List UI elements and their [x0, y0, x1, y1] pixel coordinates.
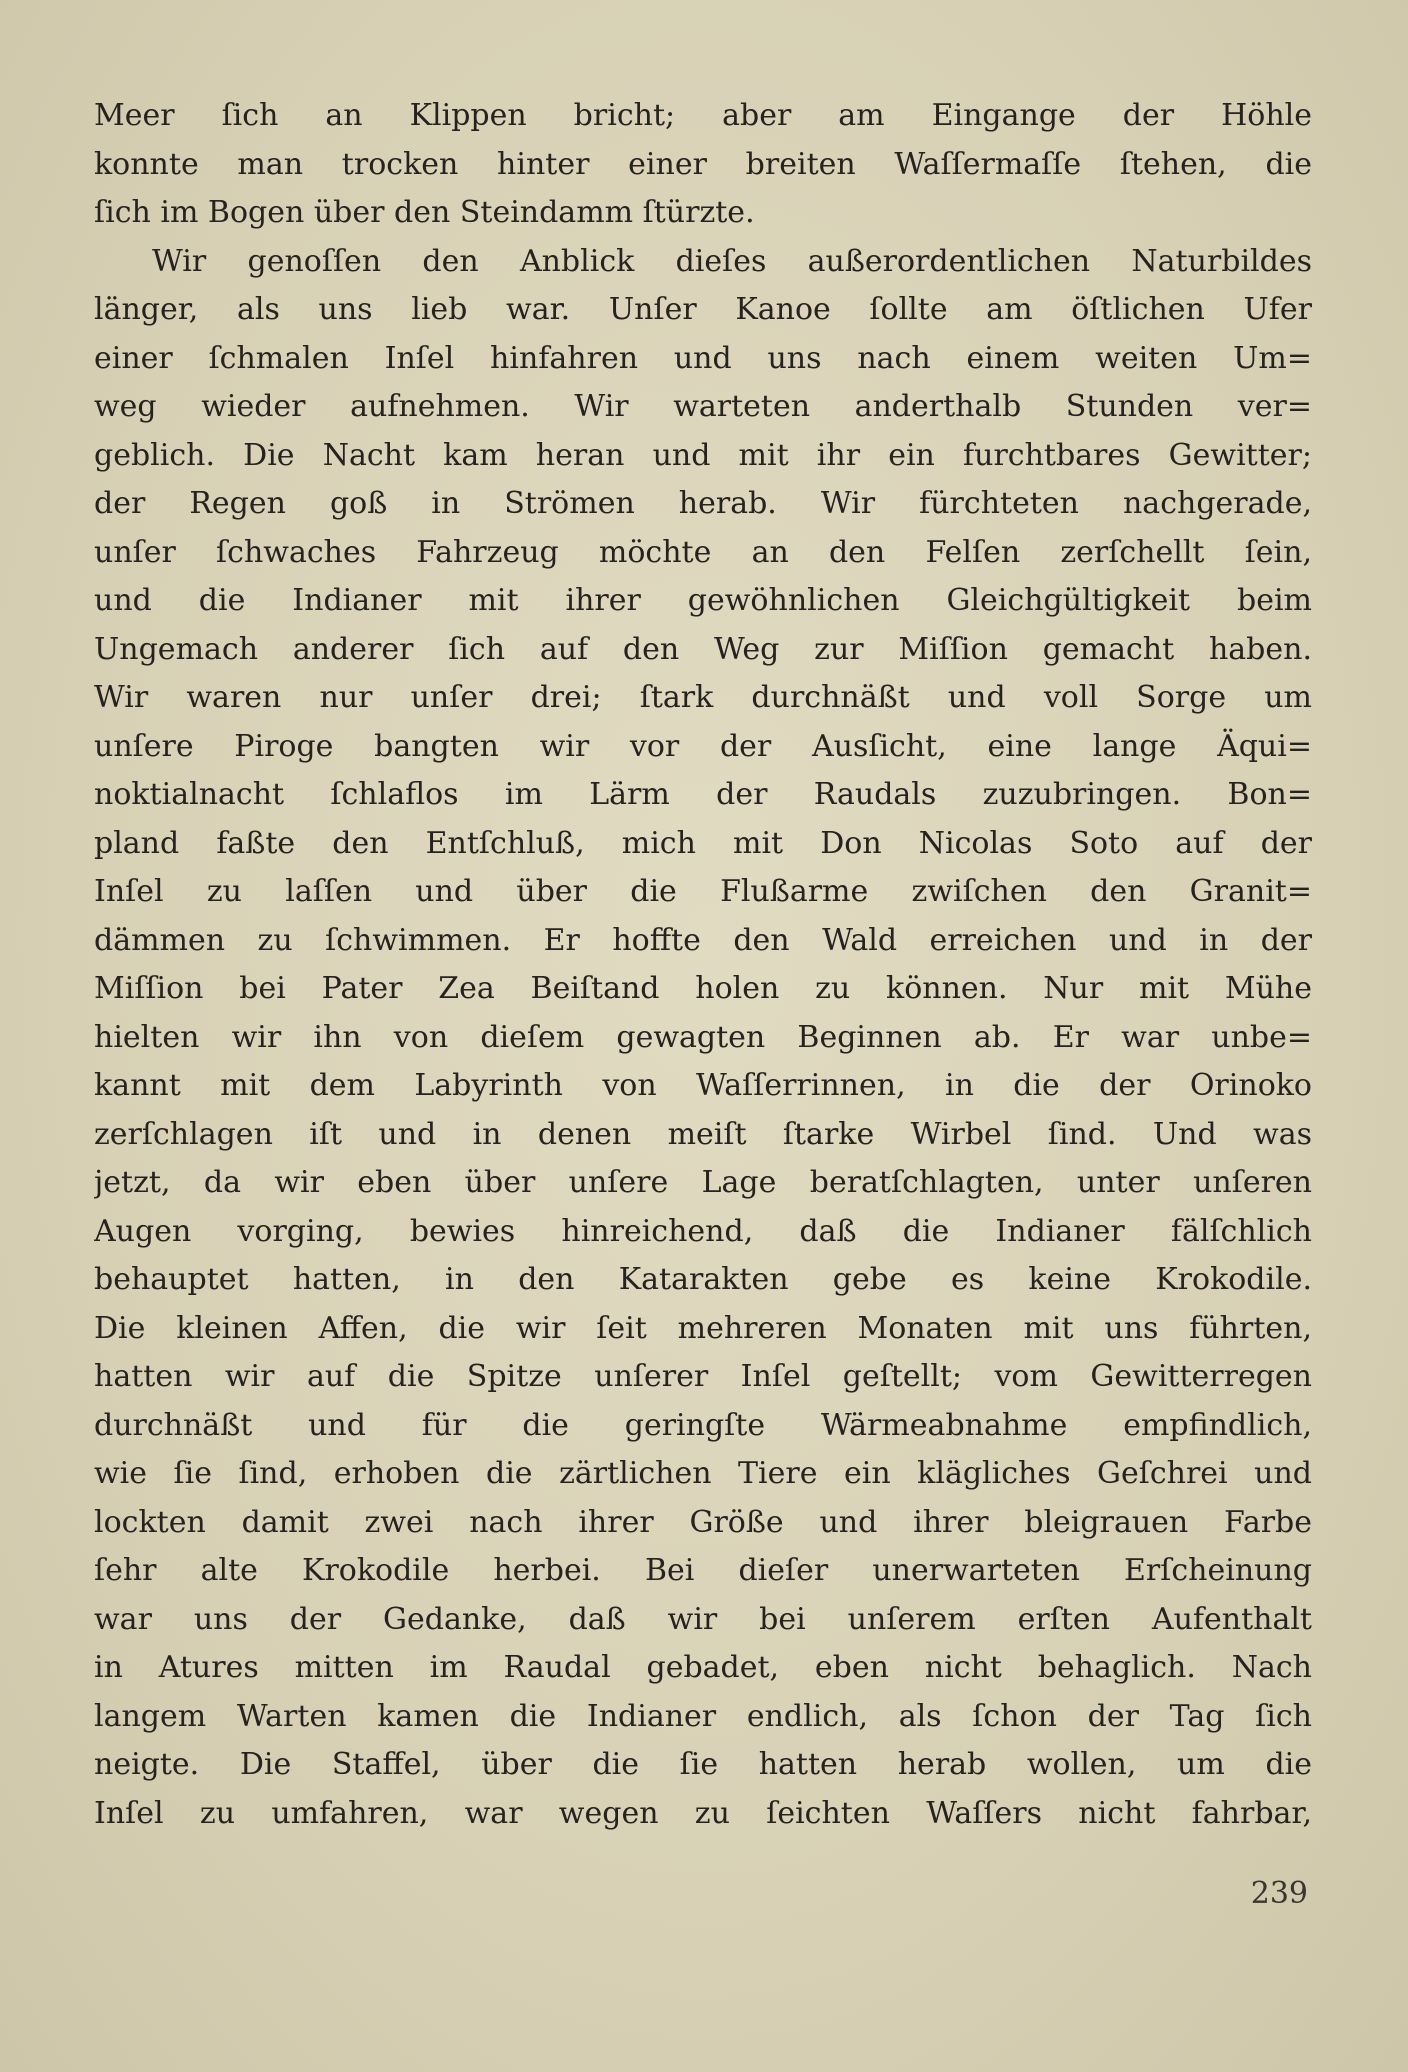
text-line: Inſel zu laſſen und über die Flußarme zwiſchen den Granit= — [94, 874, 1312, 909]
text-line: wie ſie ſind, erhoben die zärtlichen Tiere ein klägliches Geſchrei und — [94, 1456, 1312, 1491]
text-line: Wir genoſſen den Anblick dieſes außerordentlichen Naturbildes — [152, 243, 1312, 279]
text-line: der Regen goß in Strömen herab. Wir fürchteten nachgerade, — [94, 486, 1312, 521]
text-line: jetzt, da wir eben über unſere Lage beratſchlagten, unter unſeren — [94, 1165, 1312, 1200]
text-line: pland faßte den Entſchluß, mich mit Don Nicolas Soto auf der — [94, 825, 1312, 861]
text-line: Miſſion bei Pater Zea Beiſtand holen zu können. Nur mit Mühe — [94, 971, 1312, 1006]
text-line: Augen vorging, bewies hinreichend, daß die Indianer fälſchlich — [94, 1213, 1312, 1249]
text-line: und die Indianer mit ihrer gewöhnlichen Gleichgültigkeit beim — [94, 583, 1312, 618]
text-line: konnte man trocken hinter einer breiten Waſſermaſſe ſtehen, die — [94, 146, 1312, 182]
text-line: noktialnacht ſchlaflos im Lärm der Raudals zuzubringen. Bon= — [94, 777, 1312, 812]
text-line: unſere Piroge bangten wir vor der Ausſicht, eine lange Äqui= — [94, 728, 1312, 764]
text-line: lockten damit zwei nach ihrer Größe und ihrer bleigrauen Farbe — [94, 1504, 1312, 1540]
text-line: länger, als uns lieb war. Unſer Kanoe ſollte am öſtlichen Ufer — [94, 292, 1312, 327]
text-line: weg wieder aufnehmen. Wir warteten anderthalb Stunden ver= — [94, 389, 1312, 424]
text-line: hielten wir ihn von dieſem gewagten Beginnen ab. Er war unbe= — [94, 1019, 1312, 1055]
text-line: kannt mit dem Labyrinth von Waſſerrinnen, in die der Orinoko — [94, 1068, 1312, 1103]
text-line: ſich im Bogen über den Steindamm ſtürzte. — [94, 195, 755, 230]
text-line: Die kleinen Affen, die wir ſeit mehreren Monaten mit uns führten, — [94, 1310, 1312, 1346]
text-line: Ungemach anderer ſich auf den Weg zur Miſſion gemacht haben. — [94, 631, 1312, 667]
body-text — [94, 92, 1312, 1838]
text-line: hatten wir auf die Spitze unſerer Inſel geſtellt; vom Gewitterregen — [94, 1359, 1312, 1394]
text-line: zerſchlagen iſt und in denen meiſt ſtarke Wirbel ſind. Und was — [94, 1116, 1312, 1152]
text-line: Wir waren nur unſer drei; ſtark durchnäßt und voll Sorge um — [94, 680, 1312, 715]
text-line: Meer ſich an Klippen bricht; aber am Eingange der Höhle — [94, 98, 1312, 133]
text-line: ſehr alte Krokodile herbei. Bei dieſer unerwarteten Erſcheinung — [94, 1553, 1312, 1588]
text-line: Inſel zu umfahren, war wegen zu ſeichten Waſſers nicht fahrbar, — [94, 1795, 1312, 1831]
text-line: in Atures mitten im Raudal gebadet, eben nicht behaglich. Nach — [94, 1650, 1312, 1685]
text-line: einer ſchmalen Inſel hinfahren und uns nach einem weiten Um= — [94, 340, 1312, 376]
text-line: langem Warten kamen die Indianer endlich, als ſchon der Tag ſich — [94, 1698, 1312, 1734]
text-line: dämmen zu ſchwimmen. Er hoffte den Wald erreichen und in der — [94, 922, 1312, 958]
text-line: neigte. Die Staffel, über die ſie hatten herab wollen, um die — [94, 1747, 1312, 1782]
text-line: durchnäßt und für die geringſte Wärmeabnahme empfindlich, — [94, 1407, 1312, 1443]
text-line: behauptet hatten, in den Katarakten gebe es keine Krokodile. — [94, 1262, 1312, 1297]
page-number: 239 — [1250, 1876, 1308, 1911]
text-line: unſer ſchwaches Fahrzeug möchte an den Felſen zerſchellt ſein, — [94, 534, 1312, 570]
text-line: war uns der Gedanke, daß wir bei unſerem erſten Aufenthalt — [94, 1601, 1312, 1637]
text-line: geblich. Die Nacht kam heran und mit ihr ein furchtbares Gewitter; — [94, 437, 1312, 473]
